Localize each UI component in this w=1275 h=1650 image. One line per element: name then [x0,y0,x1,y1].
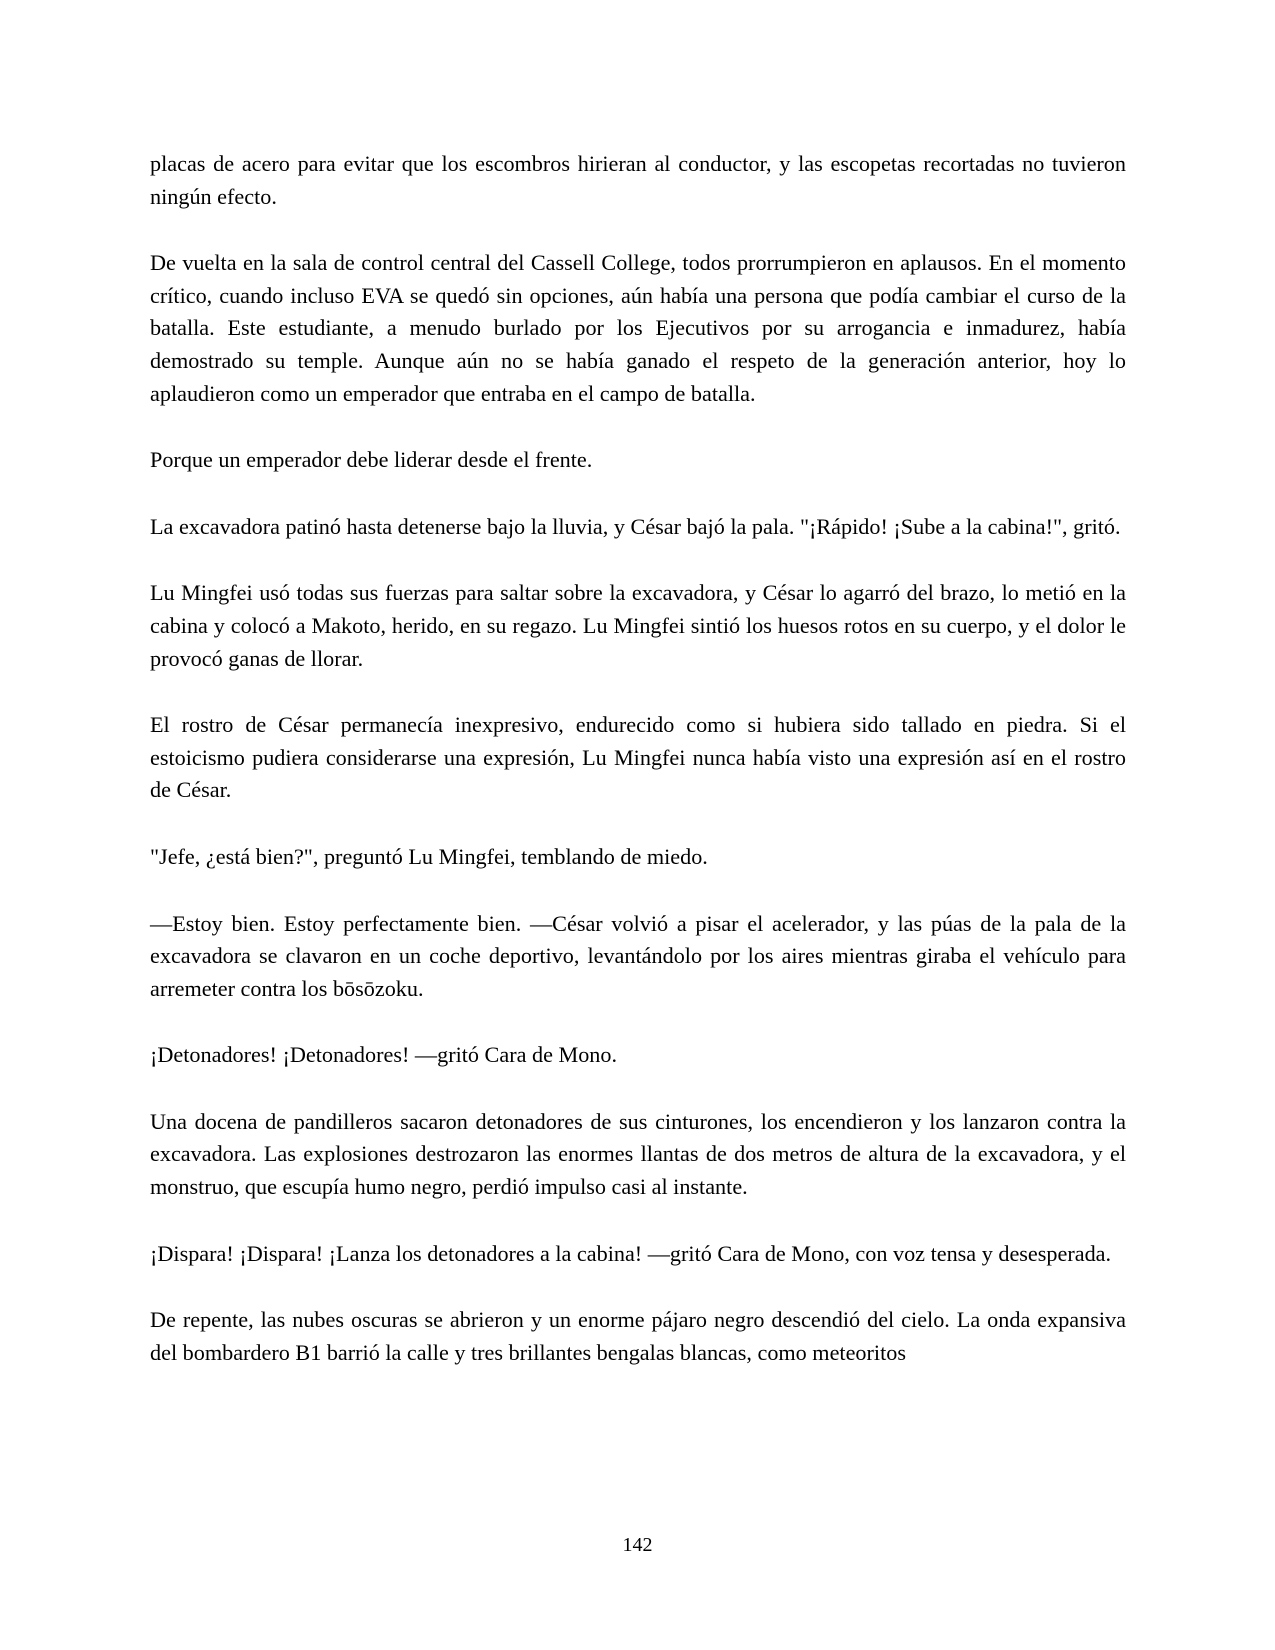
paragraph: La excavadora patinó hasta detenerse bajo la lluvia, y César bajó la pala. "¡Rápido! ¡Sube a la cabina!", gritó. [150,513,1121,539]
paragraph: —Estoy bien. Estoy perfectamente bien. —César volvió a pisar el acelerador, y las púas de la pala de la excavadora se clavaron en un coche deportivo, levantándolo por los aires mientras giraba el vehículo para arremeter contra los bōsōzoku. [150,910,1126,1001]
paragraph: ¡Detonadores! ¡Detonadores! —gritó Cara de Mono. [150,1042,618,1068]
page-body [150,148,1126,1403]
paragraph: ¡Dispara! ¡Dispara! ¡Lanza los detonadores a la cabina! —gritó Cara de Mono, con voz tensa y desesperada. [150,1240,1112,1266]
paragraph: De vuelta en la sala de control central del Cassell College, todos prorrumpieron en aplausos. En el momento crítico, cuando incluso EVA se quedó sin opciones, aún había una persona que podía cambiar el curso de la batalla. Este estudiante, a menudo burlado por los Ejecutivos por su arrogancia e inmadurez, había demostrado su temple. Aunque aún no se había ganado el respeto de la generación anterior, hoy lo aplaudieron como un emperador que entraba en el campo de batalla. [150,250,1126,406]
paragraph: placas de acero para evitar que los escombros hirieran al conductor, y las escopetas recortadas no tuvieron ningún efecto. [150,151,1126,209]
paragraph: "Jefe, ¿está bien?", preguntó Lu Mingfei, temblando de miedo. [150,843,708,869]
paragraph: Una docena de pandilleros sacaron detonadores de sus cinturones, los encendieron y los lanzaron contra la excavadora. Las explosiones destrozaron las enormes llantas de dos metros de altura de la excavadora, y el monstruo, que escupía humo negro, perdió impulso casi al instante. [150,1108,1126,1200]
paragraph: Lu Mingfei usó todas sus fuerzas para saltar sobre la excavadora, y César lo agarró del brazo, lo metió en la cabina y colocó a Makoto, herido, en su regazo. Lu Mingfei sintió los huesos rotos en su cuerpo, y el dolor le provocó ganas de llorar. [150,580,1126,671]
paragraph: De repente, las nubes oscuras se abrieron y un enorme pájaro negro descendió del cielo. La onda expansiva del bombardero B1 barrió la calle y tres brillantes bengalas blancas, como meteoritos [150,1307,1126,1365]
page-number: 142 [622,1534,653,1556]
paragraph: El rostro de César permanecía inexpresivo, endurecido como si hubiera sido tallado en piedra. Si el estoicismo pudiera considerarse una expresión, Lu Mingfei nunca había visto una expresión así en el rostro de César. [150,712,1126,803]
paragraph: Porque un emperador debe liderar desde el frente. [150,447,593,473]
